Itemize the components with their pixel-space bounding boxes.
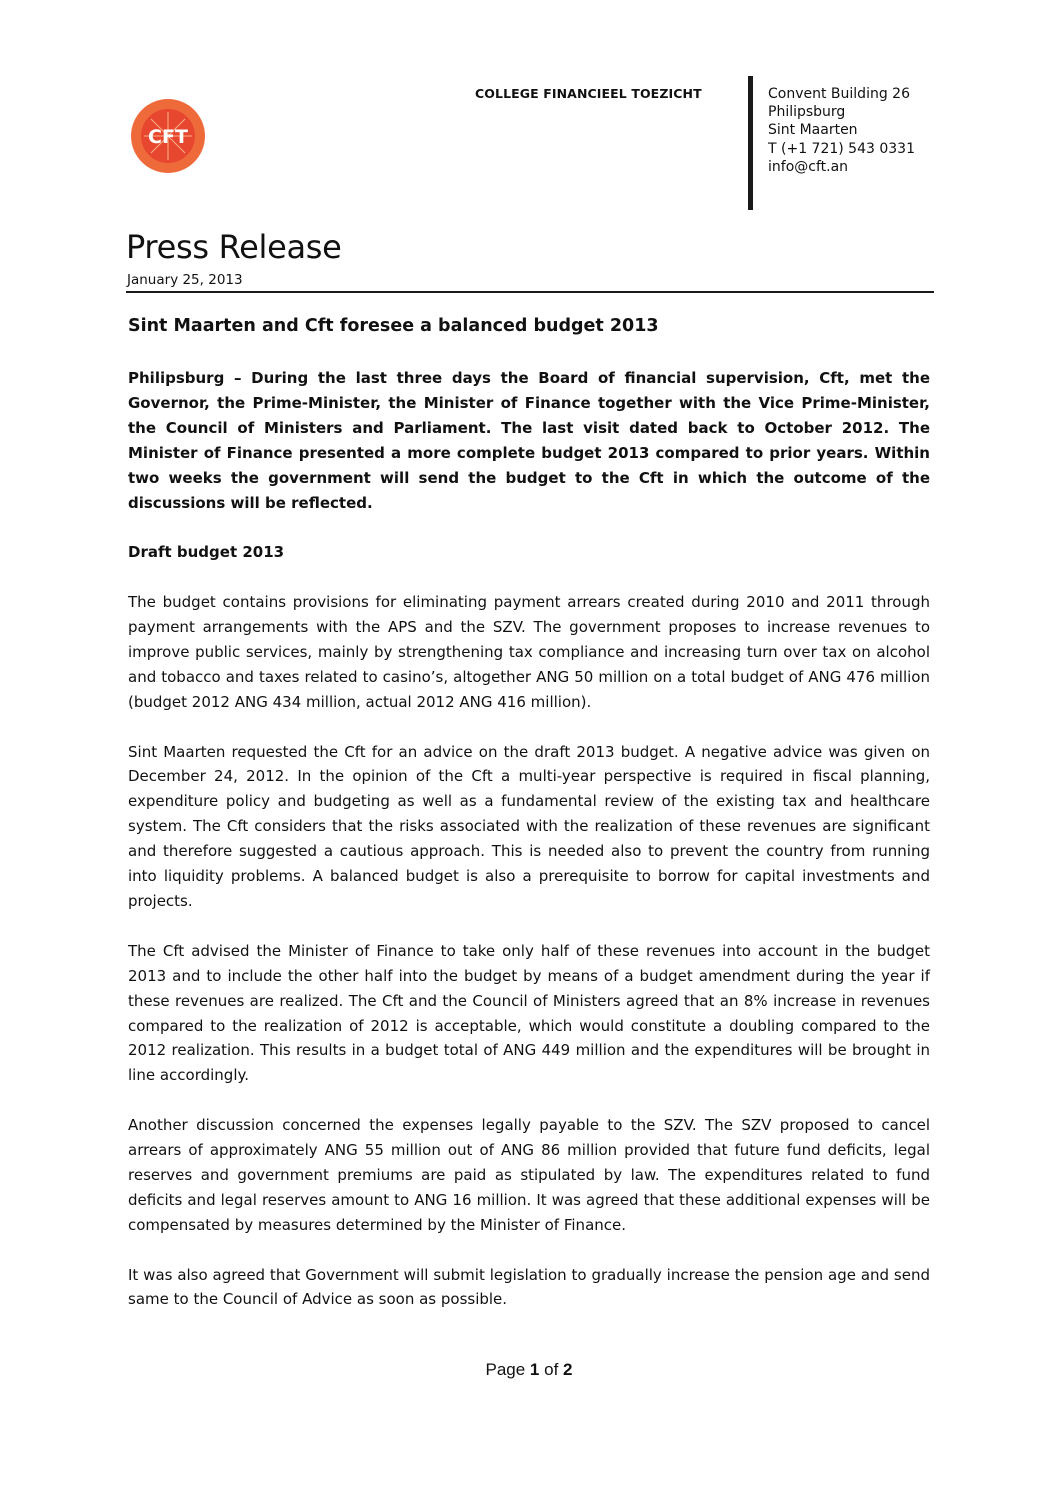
of-label: of — [544, 1360, 559, 1379]
contact-block — [768, 85, 915, 176]
phone: T (+1 721) 543 0331 — [768, 140, 915, 157]
paragraph: The budget contains provisions for eliminating payment arrears created during 2010 and 2011 through payment arrangements with the APS and the SZV. The government proposes to increase revenues to improve public services, mainly by strengthening tax compliance and increasing turn over tax on alcohol and tobacco and taxes related to casino’s, altogether ANG 50 million on a total budget of ANG 476 million (budget 2012 ANG 434 million, actual 2012 ANG 416 million). — [128, 593, 930, 711]
paragraph: Sint Maarten requested the Cft for an advice on the draft 2013 budget. A negative advice was given on December 24, 2012. In the opinion of the Cft a multi-year perspective is required in fiscal planning, expenditure policy and budgeting as well as a fundamental review of the existing tax and healthcare system. The Cft considers that the risks associated with the realization of these revenues are significant and therefore suggested a cautious approach. This is needed also to prevent the country from running into liquidity problems. A balanced budget is also a prerequisite to borrow for capital investments and projects. — [128, 742, 930, 910]
page-label: Page — [485, 1360, 526, 1379]
cft-logo — [130, 98, 206, 174]
lead-paragraph: Philipsburg – During the last three days the Board of financial supervision, Cft, met the Governor, the Prime-Minister, the Minister of Finance together with the Vice Prime-Minister, the Council of Ministers and Parliament. The last visit dated back to October 2012. The Minister of Finance presented a more complete budget 2013 compared to prior years. Within two weeks the government will send the budget to the Cft in which the outcome of the discussions will be reflected. — [128, 369, 930, 512]
cft-logo-icon — [130, 98, 206, 174]
article-body — [128, 366, 930, 1337]
org-name: COLLEGE FINANCIEEL TOEZICHT — [475, 86, 702, 101]
headline: Sint Maarten and Cft foresee a balanced budget 2013 — [128, 316, 659, 336]
paragraph: Another discussion concerned the expenses legally payable to the SZV. The SZV proposed to cancel arrears of approximately ANG 55 million out of ANG 86 million provided that future fund deficits, legal reserves and government premiums are paid as stipulated by law. The expenditures related to fund deficits and legal reserves amount to ANG 16 million. It was agreed that these additional expenses will be compensated by measures determined by the Minister of Finance. — [128, 1116, 930, 1234]
address-line: Convent Building 26 — [768, 86, 910, 102]
email: info@cft.an — [768, 158, 849, 175]
paragraph: The Cft advised the Minister of Finance to take only half of these revenues into account in the budget 2013 and to include the other half into the budget by means of a budget amendment during the year if these revenues are realized. The Cft and the Council of Ministers agreed that an 8% increase in revenues compared to the realization of 2012 is acceptable, which would constitute a doubling compared to the 2012 realization. This results in a budget total of ANG 449 million and the expenditures will be brought in line accordingly. — [128, 941, 930, 1085]
title-rule — [126, 291, 934, 293]
page-title: Press Release — [126, 228, 342, 266]
current-page: 1 — [529, 1360, 540, 1379]
release-date: January 25, 2013 — [127, 272, 243, 288]
svg-text:CFT: CFT — [148, 126, 188, 148]
header-divider — [748, 76, 753, 210]
total-pages: 2 — [563, 1360, 573, 1379]
page-number — [0, 1360, 1058, 1380]
address-line: Philipsburg — [768, 104, 846, 121]
address-line: Sint Maarten — [768, 122, 858, 139]
section-heading: Draft budget 2013 — [128, 543, 285, 562]
paragraph: It was also agreed that Government will submit legislation to gradually increase the pension age and send same to the Council of Advice as soon as possible. — [128, 1265, 930, 1309]
